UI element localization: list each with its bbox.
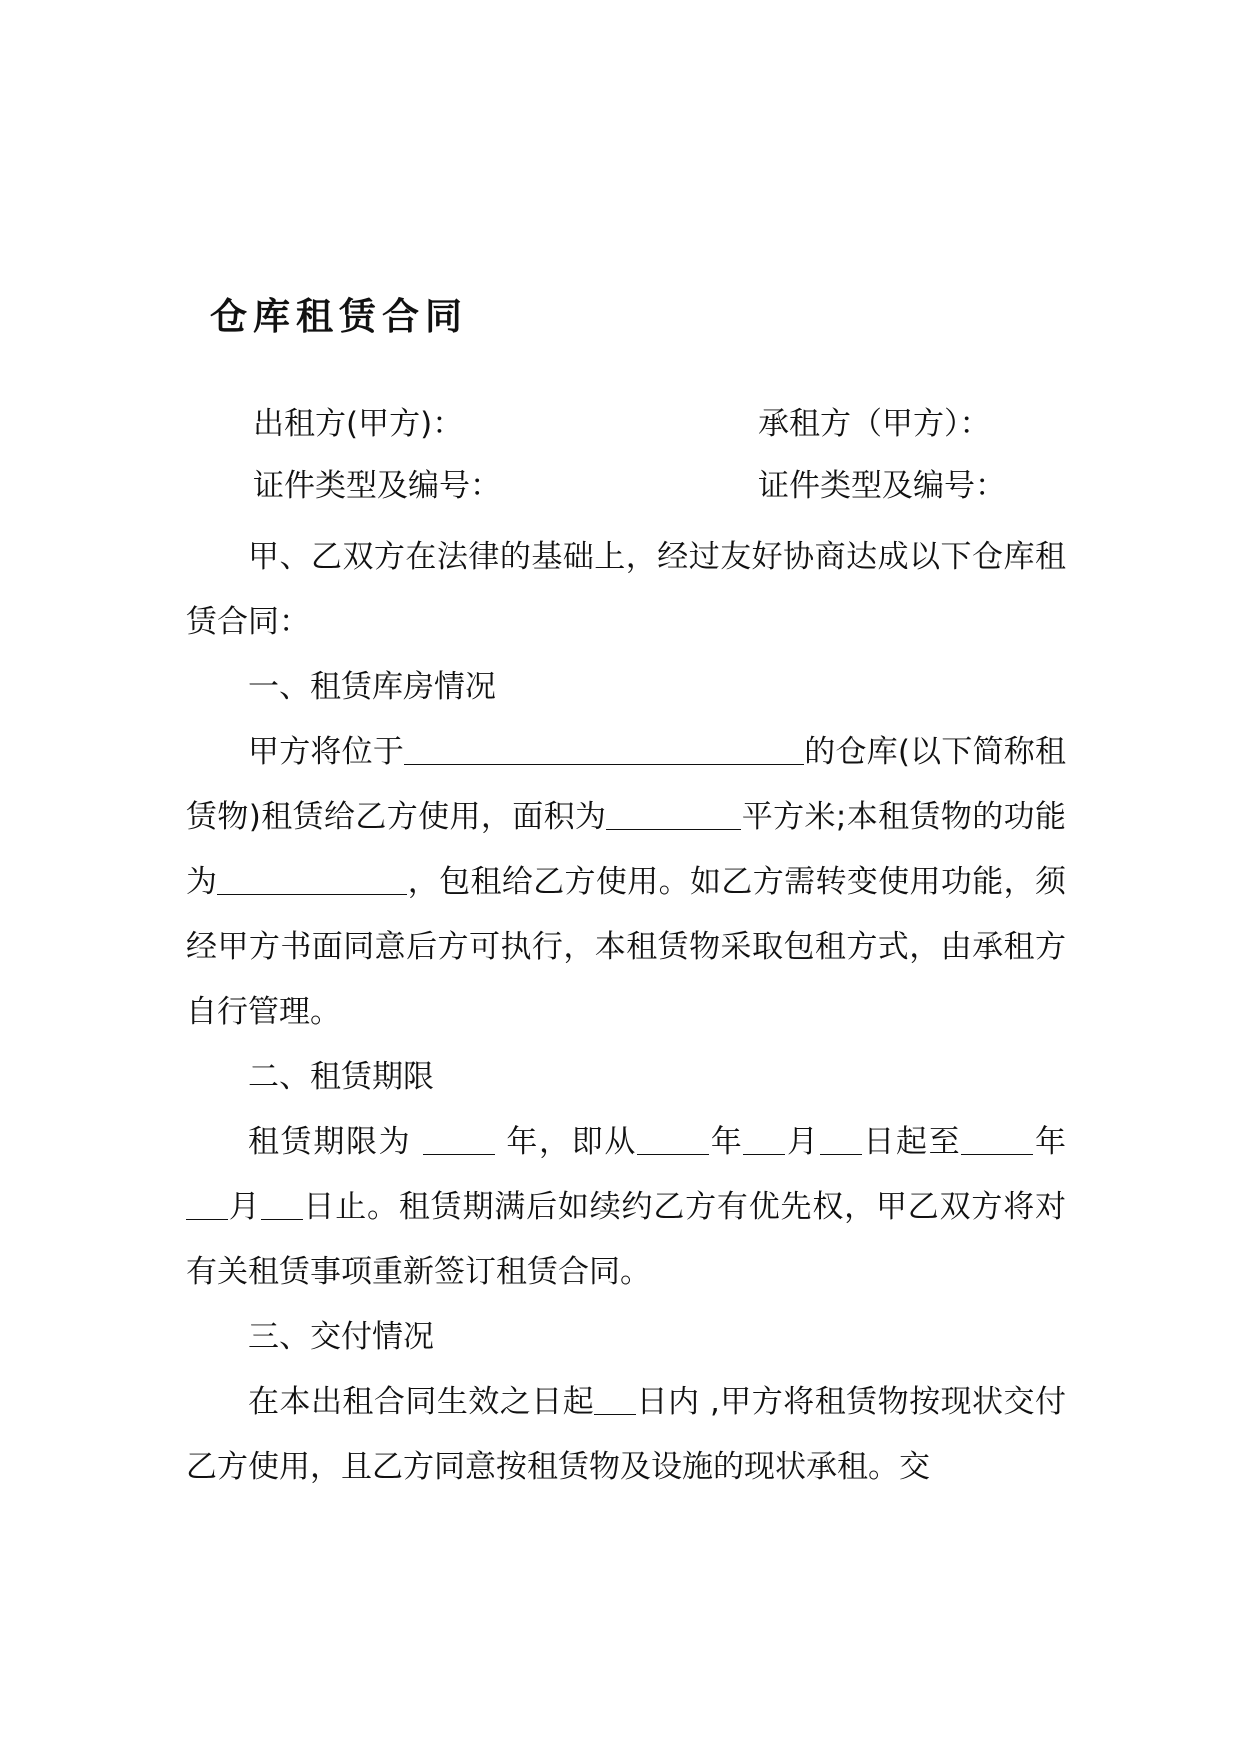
section-heading-1: 一、租赁库房情况 (248, 669, 496, 705)
party-row (0, 394, 1241, 454)
document-title: 仓库租赁合同 (210, 294, 468, 338)
text-run: 年 (1033, 1124, 1067, 1160)
text-run: 日内 ,甲方将租赁物按现状交付乙方使用，且乙方同意按租赁物及设施的现状承租。交 (186, 1384, 1066, 1485)
section-1-paragraph (186, 720, 1066, 1045)
text-run: ，包租给乙方使用。如乙方需转变使用功能，须经甲方书面同意后方可执行，本租赁物采取包租方式，由承租方自行管理。 (186, 864, 1067, 1030)
lessor-label: 出租方(甲方)： (253, 406, 464, 442)
text-run: 的仓库(以下简称租赁物)租赁给乙方使用，面积为 (186, 734, 1067, 835)
area-blank (606, 796, 741, 830)
start-year-blank (637, 1121, 709, 1155)
section-3-paragraph (186, 1370, 1066, 1500)
text-run: 平方米;本租赁物的功能为 (186, 799, 1066, 900)
end-day-blank (261, 1186, 303, 1220)
years-blank (423, 1121, 495, 1155)
text-run: 在本出租合同生效之日起 (248, 1384, 595, 1420)
end-month-blank (186, 1186, 228, 1220)
end-year-blank (961, 1121, 1033, 1155)
lessor-id-label: 证件类型及编号： (253, 468, 501, 504)
contract-body (186, 525, 1066, 1500)
text-run: 租赁期限为 (248, 1124, 423, 1160)
start-month-blank (743, 1121, 785, 1155)
lessee-label: 承租方（甲方）： (758, 406, 991, 442)
intro-paragraph: 甲、乙双方在法律的基础上，经过友好协商达成以下仓库租赁合同： (186, 539, 1066, 640)
function-blank (217, 861, 407, 895)
delivery-days-blank (594, 1381, 636, 1415)
text-run: 日起至 (861, 1124, 962, 1160)
text-run: 月 (228, 1189, 261, 1225)
id-row (0, 456, 1241, 516)
section-heading-2: 二、租赁期限 (248, 1059, 434, 1095)
text-run: 月 (785, 1124, 820, 1160)
text-run: 日止。租赁期满后如续约乙方有优先权，甲乙双方将对有关租赁事项重新签订租赁合同。 (186, 1189, 1067, 1290)
section-2-paragraph (186, 1110, 1066, 1305)
lessee-id-label: 证件类型及编号： (758, 468, 1006, 504)
text-run: 年 (709, 1124, 744, 1160)
start-day-blank (820, 1121, 862, 1155)
text-run: 年，即从 (494, 1124, 638, 1160)
section-heading-3: 三、交付情况 (248, 1319, 434, 1355)
text-run: 甲方将位于 (248, 734, 405, 770)
location-blank (404, 731, 804, 765)
